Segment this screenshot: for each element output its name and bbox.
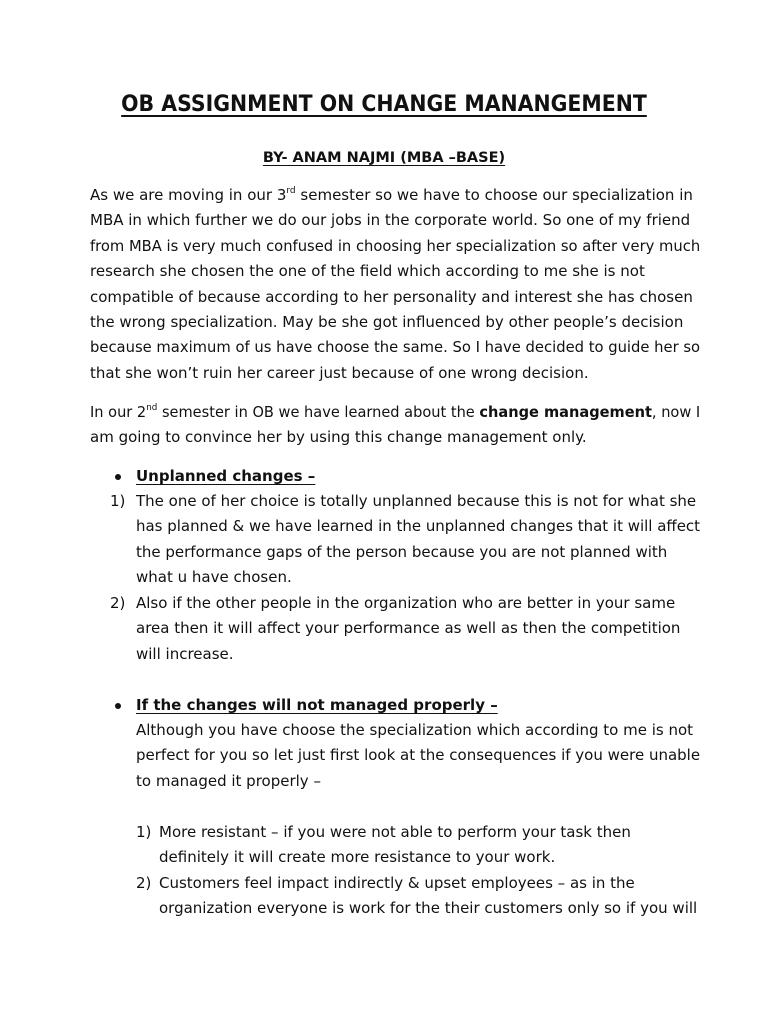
- ordinal-suffix: rd: [286, 186, 296, 196]
- intro-line-7: because maximum of us have choose the same. So I have decided to guide her so: [90, 338, 701, 357]
- list-item: The one of her choice is totally unplanned because this is not for what she has planned & we have learned in the unplanned changes that it will affect the performance gaps of the person because you are not planned with what u have chosen.: [136, 492, 701, 587]
- list-item: Also if the other people in the organization who are better in your same area then it will affect your performance as well as then the competition will increase.: [136, 594, 681, 663]
- para2-line-1: In our 2nd semester in OB we have learned about the change management, now I: [90, 403, 701, 421]
- list-item: More resistant – if you were not able to perform your task then definitely it will create more resistance to your work.: [159, 823, 631, 867]
- bullet-icon: [115, 474, 121, 480]
- list-number: 1): [136, 823, 152, 841]
- intro-line-2: MBA in which further we do our jobs in the corporate world. So one of my friend: [90, 211, 691, 230]
- change-management-paragraph: [90, 400, 718, 451]
- intro-line-8: that she won’t ruin her career just because of one wrong decision.: [90, 363, 589, 382]
- ordinal-suffix: nd: [146, 403, 158, 413]
- section-heading-unplanned: Unplanned changes –: [136, 467, 316, 485]
- section-intro: Although you have choose the specialization which according to me is not perfect for you so let just first look at the consequences if you were unable to managed it properly –: [136, 721, 701, 790]
- intro-line-3: from MBA is very much confused in choosing her specialization so after very much: [90, 236, 701, 255]
- list-number: 2): [136, 874, 152, 892]
- section-heading-not-managed: If the changes will not managed properly –: [136, 696, 498, 714]
- document-title: OB ASSIGNMENT ON CHANGE MANANGEMENT: [121, 92, 647, 117]
- author-byline: BY- ANAM NAJMI (MBA –BASE): [262, 150, 506, 166]
- intro-line-4: research she chosen the one of the field which according to me she is not: [90, 262, 645, 281]
- emphasis-term: change management: [479, 403, 652, 421]
- para2-line-2: am going to convince her by using this change management only.: [90, 428, 587, 447]
- bullet-icon: [115, 703, 121, 709]
- intro-line-5: compatible of because according to her personality and interest she has chosen: [90, 287, 693, 306]
- list-number: 1): [110, 492, 126, 510]
- intro-line-1: As we are moving in our 3rd semester so we have to choose our specialization in: [90, 186, 693, 204]
- list-number: 2): [110, 594, 126, 612]
- intro-line-6: the wrong specialization. May be she got influenced by other people’s decision: [90, 312, 684, 331]
- list-item: Customers feel impact indirectly & upset employees – as in the organization everyone is work for the their customers only so if you will: [159, 874, 698, 918]
- intro-paragraph: [90, 183, 711, 386]
